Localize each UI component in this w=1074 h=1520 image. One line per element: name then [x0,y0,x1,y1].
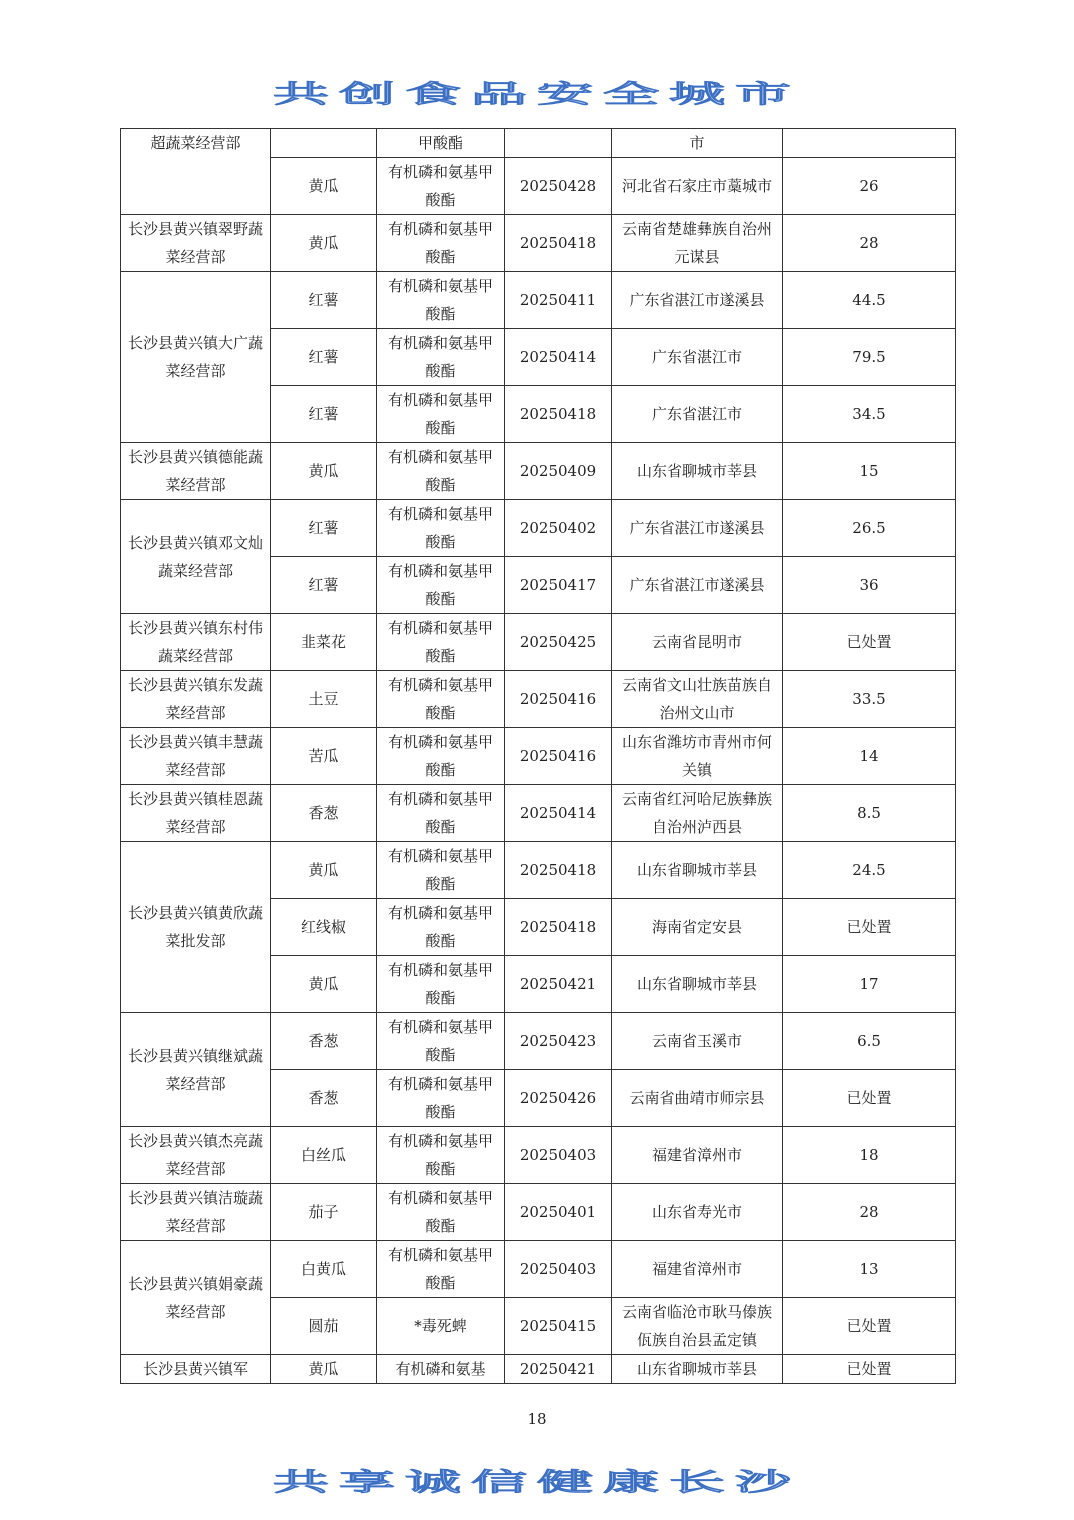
result-cell: 44.5 [783,272,956,329]
product-cell: 红薯 [271,386,377,443]
table-row [121,129,956,158]
origin-cell: 云南省红河哈尼族彝族自治州泸西县 [612,785,783,842]
test-item-cell: 有机磷和氨基甲酸酯 [377,1241,505,1298]
product-cell: 香葱 [271,1070,377,1127]
result-cell: 33.5 [783,671,956,728]
date-cell: 20250401 [505,1184,612,1241]
origin-cell: 云南省曲靖市师宗县 [612,1070,783,1127]
test-item-cell: 有机磷和氨基甲酸酯 [377,1127,505,1184]
table-row [121,1184,956,1241]
product-cell: 黄瓜 [271,842,377,899]
table-row [121,215,956,272]
origin-cell: 广东省湛江市 [612,386,783,443]
result-cell: 14 [783,728,956,785]
store-name-cell: 长沙县黄兴镇东发蔬菜经营部 [121,671,271,728]
date-cell: 20250416 [505,671,612,728]
product-cell: 红线椒 [271,899,377,956]
test-item-cell: *毒死蜱 [377,1298,505,1355]
table-row [121,1013,956,1070]
result-cell: 6.5 [783,1013,956,1070]
store-name-cell: 长沙县黄兴镇洁璇蔬菜经营部 [121,1184,271,1241]
origin-cell: 云南省文山壮族苗族自治州文山市 [612,671,783,728]
product-cell: 土豆 [271,671,377,728]
product-cell: 红薯 [271,329,377,386]
product-cell: 黄瓜 [271,956,377,1013]
store-name-cell: 长沙县黄兴镇娟豪蔬菜经营部 [121,1241,271,1355]
date-cell: 20250402 [505,500,612,557]
result-cell: 已处置 [783,1298,956,1355]
date-cell: 20250421 [505,956,612,1013]
origin-cell: 云南省楚雄彝族自治州元谋县 [612,215,783,272]
store-name-cell: 长沙县黄兴镇桂恩蔬菜经营部 [121,785,271,842]
test-item-cell: 有机磷和氨基甲酸酯 [377,728,505,785]
test-item-cell: 有机磷和氨基甲酸酯 [377,500,505,557]
table-row [121,1355,956,1384]
test-item-cell: 有机磷和氨基甲酸酯 [377,614,505,671]
product-cell: 红薯 [271,500,377,557]
product-cell: 黄瓜 [271,158,377,215]
test-item-cell: 有机磷和氨基甲酸酯 [377,785,505,842]
test-item-cell: 有机磷和氨基甲酸酯 [377,1184,505,1241]
page-number: 18 [527,1410,547,1428]
origin-cell: 广东省湛江市遂溪县 [612,557,783,614]
origin-cell: 河北省石家庄市藁城市 [612,158,783,215]
store-name-cell: 长沙县黄兴镇军 [121,1355,271,1384]
result-cell: 26.5 [783,500,956,557]
footer-banner: 共享诚信健康长沙 [273,1467,801,1497]
result-cell: 24.5 [783,842,956,899]
origin-cell: 云南省临沧市耿马傣族佤族自治县孟定镇 [612,1298,783,1355]
table-row [121,1127,956,1184]
date-cell: 20250418 [505,899,612,956]
result-cell: 已处置 [783,1070,956,1127]
store-name-cell: 超蔬菜经营部 [121,129,271,215]
product-cell: 白丝瓜 [271,1127,377,1184]
table-row [121,443,956,500]
result-cell: 17 [783,956,956,1013]
table-row [121,272,956,329]
test-item-cell: 有机磷和氨基甲酸酯 [377,899,505,956]
result-cell: 已处置 [783,899,956,956]
date-cell: 20250409 [505,443,612,500]
table-row [121,785,956,842]
result-cell: 28 [783,1184,956,1241]
date-cell [505,129,612,158]
result-cell: 已处置 [783,614,956,671]
origin-cell: 山东省潍坊市青州市何关镇 [612,728,783,785]
test-item-cell: 有机磷和氨基甲酸酯 [377,329,505,386]
product-cell: 黄瓜 [271,215,377,272]
store-name-cell: 长沙县黄兴镇丰慧蔬菜经营部 [121,728,271,785]
date-cell: 20250425 [505,614,612,671]
table-row [121,842,956,899]
date-cell: 20250423 [505,1013,612,1070]
store-name-cell: 长沙县黄兴镇德能蔬菜经营部 [121,443,271,500]
origin-cell: 云南省昆明市 [612,614,783,671]
origin-cell: 福建省漳州市 [612,1127,783,1184]
product-cell: 香葱 [271,1013,377,1070]
origin-cell: 广东省湛江市遂溪县 [612,500,783,557]
store-name-cell: 长沙县黄兴镇杰亮蔬菜经营部 [121,1127,271,1184]
test-item-cell: 有机磷和氨基甲酸酯 [377,158,505,215]
header-banner: 共创食品安全城市 [273,79,801,109]
result-cell: 34.5 [783,386,956,443]
test-item-cell: 有机磷和氨基 [377,1355,505,1384]
product-cell: 红薯 [271,272,377,329]
origin-cell: 山东省聊城市莘县 [612,1355,783,1384]
product-cell: 圆茄 [271,1298,377,1355]
store-name-cell: 长沙县黄兴镇继斌蔬菜经营部 [121,1013,271,1127]
date-cell: 20250411 [505,272,612,329]
product-cell [271,129,377,158]
store-name-cell: 长沙县黄兴镇大广蔬菜经营部 [121,272,271,443]
table-row [121,728,956,785]
result-cell: 26 [783,158,956,215]
test-item-cell: 甲酸酯 [377,129,505,158]
test-item-cell: 有机磷和氨基甲酸酯 [377,956,505,1013]
test-item-cell: 有机磷和氨基甲酸酯 [377,671,505,728]
test-item-cell: 有机磷和氨基甲酸酯 [377,1070,505,1127]
product-cell: 茄子 [271,1184,377,1241]
origin-cell: 广东省湛江市遂溪县 [612,272,783,329]
result-cell: 8.5 [783,785,956,842]
product-cell: 黄瓜 [271,443,377,500]
origin-cell: 市 [612,129,783,158]
result-cell: 已处置 [783,1355,956,1384]
result-cell: 13 [783,1241,956,1298]
store-name-cell: 长沙县黄兴镇黄欣蔬菜批发部 [121,842,271,1013]
result-cell: 79.5 [783,329,956,386]
result-cell: 15 [783,443,956,500]
origin-cell: 山东省聊城市莘县 [612,842,783,899]
test-item-cell: 有机磷和氨基甲酸酯 [377,272,505,329]
product-cell: 韭菜花 [271,614,377,671]
table-row [121,614,956,671]
date-cell: 20250418 [505,215,612,272]
date-cell: 20250418 [505,386,612,443]
test-item-cell: 有机磷和氨基甲酸酯 [377,1013,505,1070]
test-item-cell: 有机磷和氨基甲酸酯 [377,557,505,614]
origin-cell: 山东省寿光市 [612,1184,783,1241]
result-cell: 18 [783,1127,956,1184]
test-item-cell: 有机磷和氨基甲酸酯 [377,443,505,500]
product-cell: 白黄瓜 [271,1241,377,1298]
inspection-table [120,128,956,1384]
date-cell: 20250403 [505,1127,612,1184]
product-cell: 黄瓜 [271,1355,377,1384]
table-row [121,1241,956,1298]
test-item-cell: 有机磷和氨基甲酸酯 [377,215,505,272]
test-item-cell: 有机磷和氨基甲酸酯 [377,386,505,443]
date-cell: 20250415 [505,1298,612,1355]
date-cell: 20250428 [505,158,612,215]
table-row [121,671,956,728]
date-cell: 20250421 [505,1355,612,1384]
origin-cell: 山东省聊城市莘县 [612,956,783,1013]
date-cell: 20250403 [505,1241,612,1298]
table-row [121,500,956,557]
product-cell: 红薯 [271,557,377,614]
product-cell: 香葱 [271,785,377,842]
date-cell: 20250414 [505,785,612,842]
result-cell: 28 [783,215,956,272]
origin-cell: 山东省聊城市莘县 [612,443,783,500]
date-cell: 20250416 [505,728,612,785]
date-cell: 20250418 [505,842,612,899]
date-cell: 20250414 [505,329,612,386]
store-name-cell: 长沙县黄兴镇东村伟蔬菜经营部 [121,614,271,671]
store-name-cell: 长沙县黄兴镇翠野蔬菜经营部 [121,215,271,272]
origin-cell: 福建省漳州市 [612,1241,783,1298]
date-cell: 20250426 [505,1070,612,1127]
origin-cell: 海南省定安县 [612,899,783,956]
product-cell: 苦瓜 [271,728,377,785]
origin-cell: 云南省玉溪市 [612,1013,783,1070]
test-item-cell: 有机磷和氨基甲酸酯 [377,842,505,899]
result-cell: 36 [783,557,956,614]
store-name-cell: 长沙县黄兴镇邓文灿蔬菜经营部 [121,500,271,614]
date-cell: 20250417 [505,557,612,614]
result-cell [783,129,956,158]
origin-cell: 广东省湛江市 [612,329,783,386]
